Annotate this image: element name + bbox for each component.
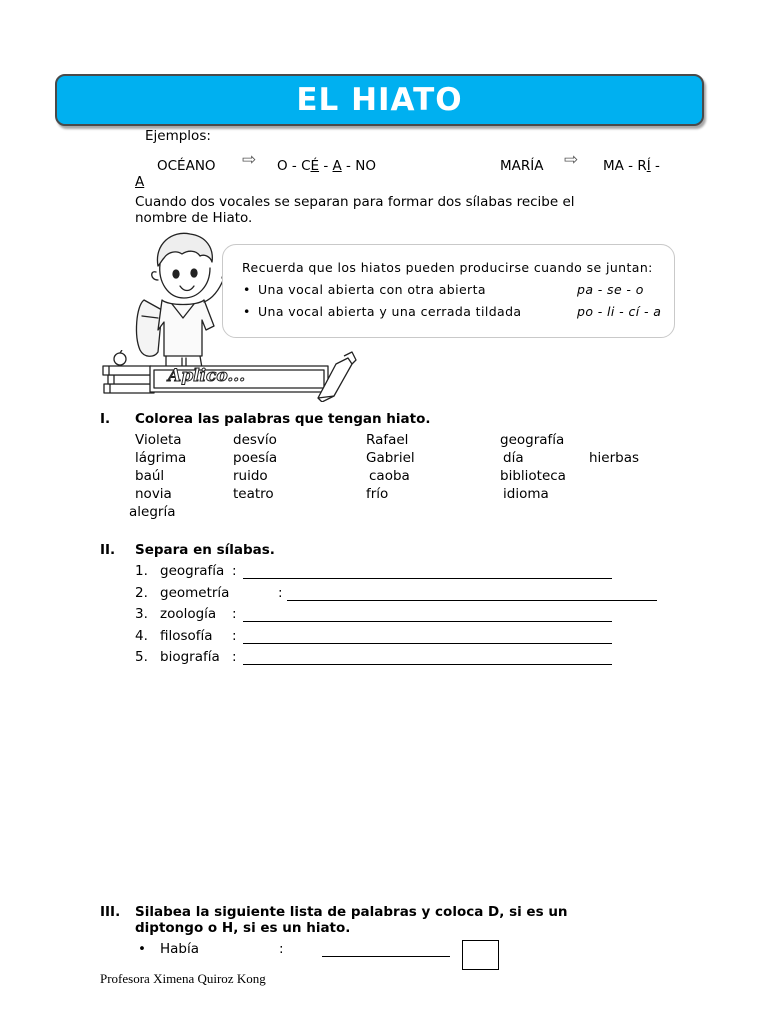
answer-line[interactable]	[243, 565, 612, 579]
item-word: filosofía	[160, 628, 213, 644]
callout-item-text: Una vocal abierta y una cerrada tildada	[258, 304, 522, 319]
item-number: 1.	[135, 563, 148, 579]
word: teatro	[233, 486, 274, 502]
section-2-number: II.	[100, 542, 116, 558]
section-3-title-line-1: Silabea la siguiente lista de palabras y coloca D, si es un	[135, 904, 568, 920]
answer-line[interactable]	[287, 587, 657, 601]
word: desvío	[233, 432, 277, 448]
word: poesía	[233, 450, 278, 466]
word: caoba	[369, 468, 410, 484]
item-word: biografía	[160, 649, 220, 665]
word: Violeta	[135, 432, 182, 448]
list-item	[135, 606, 237, 622]
word: ruido	[233, 468, 268, 484]
example-2-last-syllable: A	[135, 174, 145, 190]
section-1-number: I.	[100, 411, 111, 427]
item-colon: :	[278, 585, 283, 601]
item-number: 2.	[135, 585, 148, 601]
callout-item-example: pa - se - o	[577, 282, 644, 297]
word: Rafael	[366, 432, 409, 448]
word: hierbas	[589, 450, 640, 466]
bullet: •	[243, 304, 251, 319]
word: novia	[135, 486, 172, 502]
answer-line[interactable]	[322, 943, 450, 957]
examples-label: Ejemplos:	[145, 128, 211, 144]
word: baúl	[135, 468, 165, 484]
list-item	[135, 563, 237, 579]
syllable-part: -	[319, 158, 333, 174]
syllable-part: - NO	[341, 158, 376, 174]
syllable-part: MA - R	[603, 158, 647, 174]
word: frío	[366, 486, 389, 502]
word: Gabriel	[366, 450, 415, 466]
word: idioma	[503, 486, 549, 502]
answer-line[interactable]	[243, 630, 612, 644]
item-number: 5.	[135, 649, 148, 665]
callout-item-text: Una vocal abierta con otra abierta	[258, 282, 486, 297]
item-colon: :	[232, 628, 237, 644]
arrow-right-icon: ⇨	[242, 150, 257, 170]
syllable-part: -	[650, 158, 660, 174]
item-colon: :	[232, 649, 237, 665]
item-word: Había	[160, 941, 200, 957]
answer-line[interactable]	[243, 651, 612, 665]
word: biblioteca	[500, 468, 566, 484]
section-3-number: III.	[100, 904, 121, 920]
syllable-part: A	[332, 158, 342, 174]
example-2-syllables	[603, 158, 660, 174]
syllable-part: É	[310, 158, 320, 174]
section-3-title-line-2: diptongo o H, si es un hiato.	[135, 920, 351, 936]
callout-heading: Recuerda que los hiatos pueden producirse cuando se juntan:	[242, 260, 653, 275]
bullet: •	[243, 282, 251, 297]
item-colon: :	[232, 563, 237, 579]
item-number: 4.	[135, 628, 148, 644]
list-item	[135, 585, 283, 601]
aplico-label: Aplico...	[168, 366, 246, 386]
footer-author: Profesora Ximena Quiroz Kong	[100, 971, 266, 986]
syllable-part: O - C	[277, 158, 311, 174]
word: lágrima	[135, 450, 187, 466]
word: día	[503, 450, 524, 466]
bullet: •	[138, 941, 146, 957]
item-colon: :	[279, 941, 284, 957]
item-word: geometría	[160, 585, 230, 601]
section-2-title: Separa en sílabas.	[135, 542, 275, 558]
callout-item-example: po - li - cí - a	[577, 304, 662, 319]
item-word: geografía	[160, 563, 225, 579]
answer-line[interactable]	[243, 608, 612, 622]
page-title: EL HIATO	[296, 82, 463, 118]
item-word: zoología	[160, 606, 217, 622]
title-banner	[55, 74, 704, 126]
word: geografía	[500, 432, 565, 448]
definition-line-2: nombre de Hiato.	[135, 210, 253, 226]
answer-box[interactable]	[462, 940, 499, 970]
item-number: 3.	[135, 606, 148, 622]
example-1-syllables	[277, 158, 376, 174]
list-item	[135, 628, 237, 644]
definition-line-1: Cuando dos vocales se separan para formar dos sílabas recibe el	[135, 194, 575, 210]
example-1-word: OCÉANO	[157, 158, 216, 174]
arrow-right-icon: ⇨	[564, 150, 579, 170]
item-colon: :	[232, 606, 237, 622]
word: alegría	[129, 504, 176, 520]
section-1-title: Colorea las palabras que tengan hiato.	[135, 411, 431, 427]
list-item	[135, 649, 237, 665]
example-2-word: MARÍA	[500, 158, 544, 174]
syllable-part: Í	[646, 158, 651, 174]
